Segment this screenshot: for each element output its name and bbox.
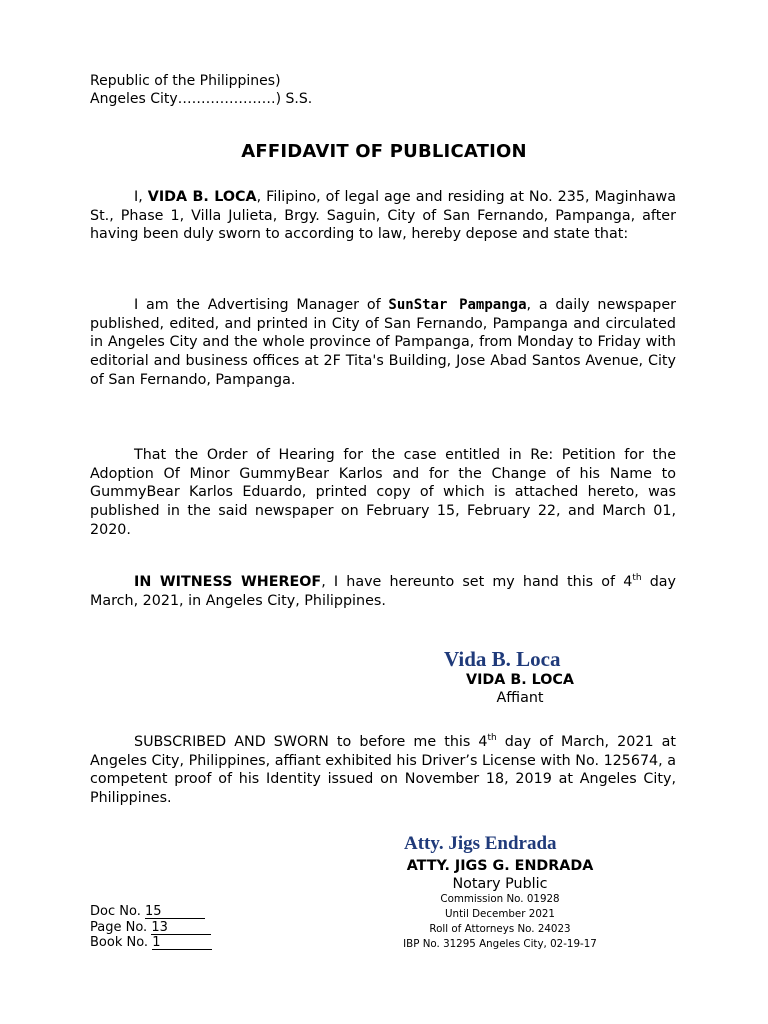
para1-lead: I,	[134, 189, 148, 205]
notary-roll: Roll of Attorneys No. 24023	[429, 923, 571, 935]
venue-block	[90, 72, 312, 108]
notary-until: Until December 2021	[445, 908, 555, 920]
doc-no-label: Doc No.	[90, 904, 141, 919]
affiant-role: Affiant	[496, 690, 544, 706]
para2-lead: I am the Advertising Manager of	[134, 297, 389, 313]
para5-lead: SUBSCRIBED AND SWORN to before me this 4	[134, 734, 488, 750]
newspaper-name: SunStar Pampanga	[388, 297, 527, 313]
paragraph-newspaper	[90, 296, 676, 390]
book-no-line	[90, 935, 212, 951]
witness-lead: IN WITNESS WHEREOF	[134, 574, 322, 590]
page-no-label: Page No.	[90, 919, 148, 935]
notarial-record	[90, 904, 212, 951]
venue-line-city: Angeles City…………………) S.S.	[90, 91, 313, 107]
notary-printed-name: ATTY. JIGS G. ENDRADA	[406, 858, 594, 874]
book-no-label: Book No.	[90, 935, 149, 950]
doc-no-line	[90, 904, 212, 920]
affiant-printed-name: VIDA B. LOCA	[466, 672, 574, 688]
notary-ibp: IBP No. 31295 Angeles City, 02-19-17	[403, 938, 597, 950]
notary-signature: Atty. Jigs Endrada	[404, 833, 557, 854]
venue-line-republic: Republic of the Philippines)	[90, 73, 281, 89]
page-no-value: 13	[151, 921, 211, 935]
page-no-line	[90, 920, 212, 936]
para4-text: day March, 2021, in Angeles City, Philippines.	[90, 574, 677, 609]
para2-text: , a daily newspaper published, edited, and printed in City of San Fernando, Pampanga and circulated in Angeles City and the whole province of Pampanga, from Monday to Friday with editorial and business offices at 2F Tita's Building, Jose Abad Santos Avenue, City of San Fernando, Pampanga.	[90, 297, 677, 388]
para4-sup: th	[632, 573, 642, 584]
paragraph-jurat	[90, 733, 676, 808]
notary-commission: Commission No. 01928	[440, 893, 560, 905]
affiant-name-inline: VIDA B. LOCA	[147, 189, 257, 205]
doc-no-value: 15	[145, 905, 205, 919]
notary-role: Notary Public	[452, 876, 548, 892]
paragraph-witness	[90, 573, 676, 610]
paragraph-order-of-hearing	[90, 446, 676, 540]
para3-text: That the Order of Hearing for the case entitled in Re: Petition for the Adoption Of Minor GummyBear Karlos and for the Change of his Name to GummyBear Karlos Eduardo, printed copy of which is attached hereto, was published in the said newspaper on February 15, February 22, and March 01, 2020.	[90, 447, 676, 538]
notary-details	[360, 892, 640, 952]
para4-mid: , I have hereunto set my hand this of 4	[321, 574, 633, 590]
affiant-signature: Vida B. Loca	[444, 647, 561, 671]
document-title: AFFIDAVIT OF PUBLICATION	[241, 141, 527, 162]
para5-text: day of March, 2021 at Angeles City, Philippines, affiant exhibited his Driver’s License with No. 125674, a competent proof of his Identity issued on November 18, 2019 at Angeles City, Philippines.	[90, 734, 676, 807]
para5-sup: th	[487, 733, 497, 744]
paragraph-affiant-identity	[90, 188, 676, 244]
para1-text: , Filipino, of legal age and residing at No. 235, Maginhawa St., Phase 1, Villa Julieta, Brgy. Saguin, City of San Fernando, Pampanga, after having been duly sworn to according to law, hereby depose and state that:	[90, 189, 676, 243]
book-no-value: 1	[152, 936, 212, 950]
